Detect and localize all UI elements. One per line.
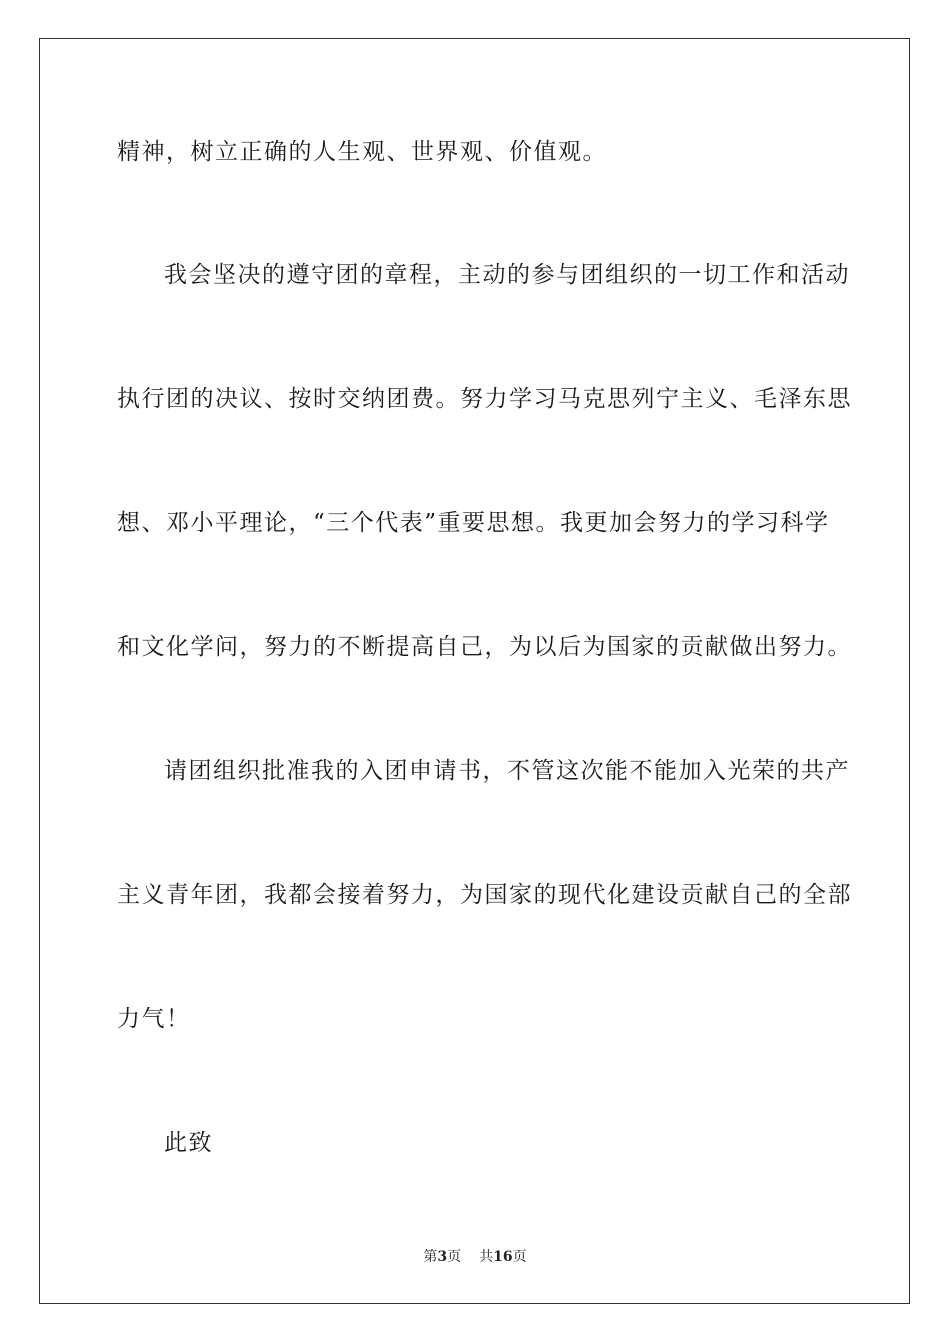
- page-footer: [0, 1248, 950, 1266]
- closing-salutation: 此致: [164, 1130, 213, 1156]
- page-frame: [39, 38, 910, 1304]
- total-pages: 16: [493, 1249, 513, 1265]
- text-line-5: 和文化学问，努力的不断提高自己，为以后为国家的贡献做出努力。: [117, 634, 852, 660]
- page-suffix: 页: [447, 1249, 462, 1265]
- page-prefix: 第: [423, 1249, 438, 1265]
- text-line-1: 精神，树立正确的人生观、世界观、价值观。: [117, 139, 607, 165]
- page-number: 3: [437, 1249, 448, 1265]
- total-suffix: 页: [512, 1249, 527, 1265]
- total-prefix: 共: [479, 1249, 494, 1265]
- text-line-7: 主义青年团，我都会接着努力，为国家的现代化建设贡献自己的全部: [117, 882, 852, 908]
- text-line-2: 我会坚决的遵守团的章程，主动的参与团组织的一切工作和活动: [164, 262, 850, 288]
- text-line-6: 请团组织批准我的入团申请书，不管这次能不能加入光荣的共产: [164, 758, 850, 784]
- text-line-8: 力气！: [117, 1006, 191, 1032]
- text-line-4: 想、邓小平理论，“三个代表”重要思想。我更加会努力的学习科学: [117, 510, 830, 536]
- text-line-3: 执行团的决议、按时交纳团费。努力学习马克思列宁主义、毛泽东思: [117, 386, 852, 412]
